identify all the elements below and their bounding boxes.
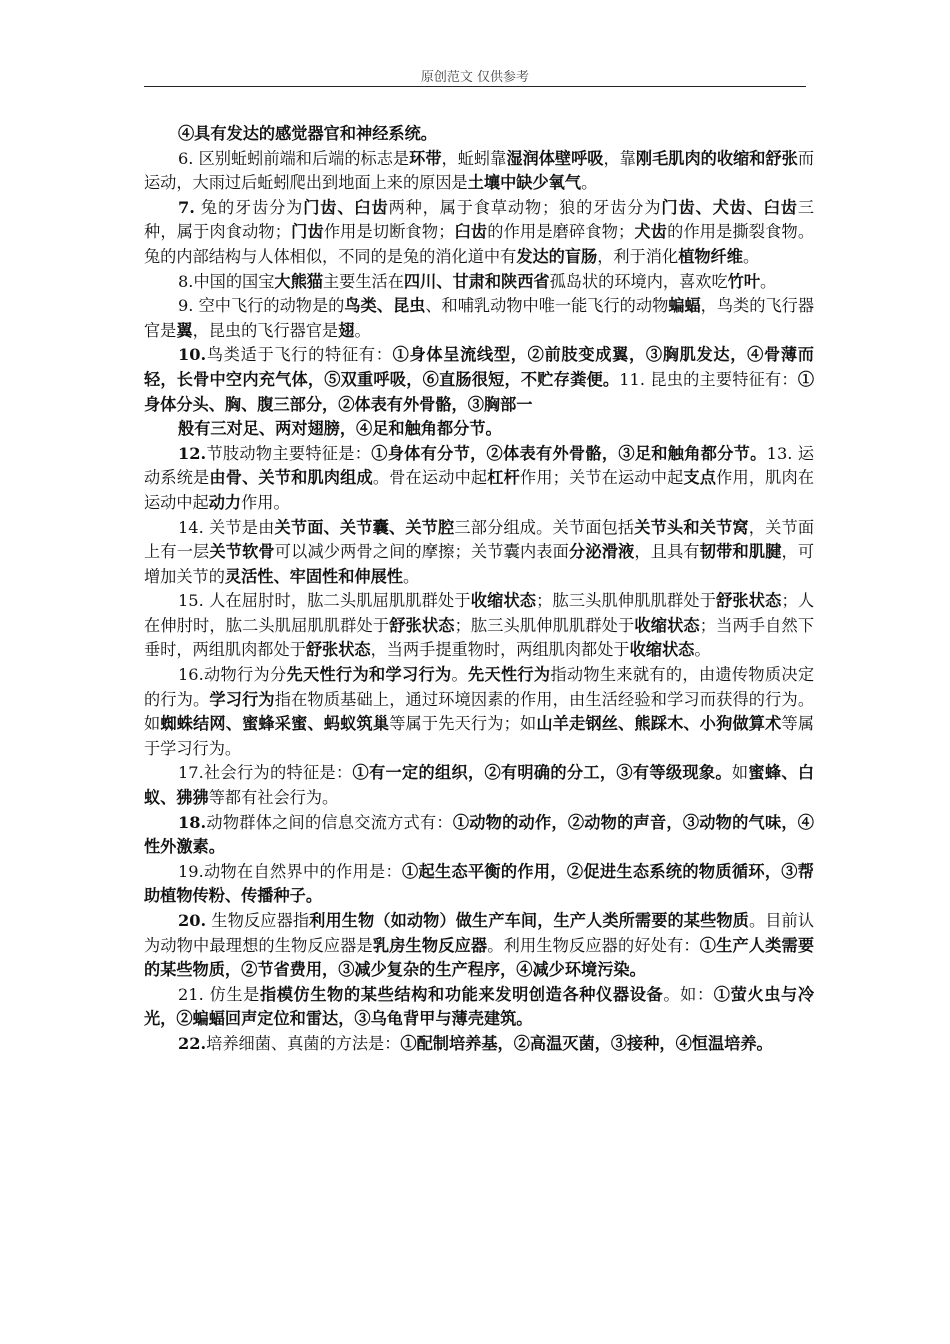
paragraph (144, 442, 814, 516)
bold-text-run: 乳房生物反应器 (372, 935, 488, 955)
bold-text-run: 四川、甘肃和陕西省 (403, 271, 550, 291)
text-run: 节肢动物主要特征是： (206, 443, 372, 463)
paragraph (144, 983, 814, 1032)
header-rule (144, 86, 806, 87)
text-run: 9. 空中飞行的动物是的 (178, 296, 345, 316)
bold-text-run: ①配制培养基，②高温灭菌，③接种，④恒温培养。 (400, 1033, 773, 1053)
bold-text-run: 湿润体壁呼吸 (506, 148, 604, 168)
paragraph (144, 343, 814, 417)
text-run: ，且具有 (634, 542, 700, 562)
paragraph (144, 417, 814, 442)
text-run: 11. 昆虫的主要特征有： (619, 369, 798, 389)
bold-text-run: 植物纤维 (678, 246, 743, 266)
text-run: 的作用是磨碎食物； (487, 222, 635, 242)
text-run: 兔的牙齿分为 (194, 197, 304, 217)
text-run: 。 (451, 665, 468, 685)
text-run: ；人在伸肘时，肱二头肌屈肌肌群处于 (144, 591, 815, 635)
text-run: 13. 运动系统是 (144, 443, 815, 488)
bold-text-run: 鸟类、昆虫 (344, 296, 426, 316)
bold-text-run: ①有一定的组织，②有明确的分工，③有等级现象。 (352, 763, 732, 783)
text-run: 作用；关节在运动中起 (519, 468, 684, 488)
text-run: 19.动物在自然界中的作用是： (178, 861, 402, 881)
bold-text-run: 门齿、臼齿 (303, 197, 389, 217)
text-run: ；当两手自然下垂时，两组肌肉都处于 (144, 615, 815, 660)
paragraph (144, 122, 814, 147)
text-run: 8.中国的国宝 (178, 271, 275, 291)
text-run: 作用是切断食物； (323, 222, 455, 242)
text-run: 、和哺乳动物中唯一能飞行的动物 (425, 296, 669, 316)
bold-text-run: ①身体呈流线型，②前肢变成翼，③胸肌发达，④骨薄而轻，长骨中空内充气体，⑤双重呼吸，⑥直肠很短，不贮存粪便。 (144, 345, 814, 389)
paragraph (144, 294, 814, 343)
bold-text-run: 蜘蛛结网、蜜蜂采蜜、蚂蚁筑巢 (160, 714, 390, 734)
bold-text-run: 指模仿生物的某些结构和功能来发明创造各种仪器设备 (259, 984, 664, 1004)
paragraph (144, 761, 814, 810)
text-run: 孤岛状的环境内，喜欢吃 (549, 271, 728, 291)
bold-text-run: 山羊走钢丝、熊踩木、小狗做算术 (536, 714, 782, 734)
bold-text-run: 犬齿 (634, 222, 668, 242)
bold-text-run: 7. (178, 197, 195, 217)
paragraph (144, 270, 814, 295)
document-body (144, 122, 814, 1057)
page-header: 原创范文 仅供参考 (420, 70, 530, 85)
text-run: ，靠 (603, 148, 636, 168)
text-run: ，当两手提重物时，两组肌肉都处于 (370, 640, 630, 660)
text-run: ，鸟类的飞行器官是 (144, 296, 815, 340)
bold-text-run: 先天性行为 (467, 665, 551, 685)
bold-text-run: 由骨、关节和肌肉组成 (209, 468, 373, 488)
text-run: 指在物质基础上，通过环境因素的作用，由生活经验和学习而获得的行为。如 (144, 689, 815, 734)
paragraph (144, 860, 814, 909)
text-run: 15. 人在屈肘时，肱二头肌屈肌肌群处于 (178, 591, 471, 611)
bold-text-run: 翅 (338, 320, 355, 340)
bold-text-run: 收缩状态 (629, 640, 695, 660)
bold-text-run: ①身体分头、胸、腹三部分，②体表有外骨骼，③胸部一 (144, 369, 814, 414)
bold-text-run: 门齿、犬齿、臼齿 (661, 197, 798, 217)
text-run: 。目前认为动物中最理想的生物反应器是 (144, 911, 815, 955)
bold-text-run: 蜜蜂、白蚁、狒狒 (144, 763, 815, 808)
text-run: 三部分组成。关节面包括 (454, 517, 635, 537)
text-run: 培养细菌、真菌的方法是： (206, 1033, 401, 1053)
text-run: 等都有社会行为。 (208, 788, 339, 808)
text-run: 可以减少两骨之间的摩擦；关节囊内表面 (274, 542, 569, 562)
text-run: ，昆虫的飞行器官是 (192, 320, 339, 340)
bold-text-run: 先天性行为和学习行为 (286, 665, 452, 685)
bold-text-run: 收缩状态 (634, 615, 700, 635)
text-run: 两种，属于食草动物；狼的牙齿分为 (388, 197, 662, 217)
paragraph (144, 196, 814, 270)
bold-text-run: 门齿 (290, 222, 324, 242)
bold-text-run: ①动物的动作，②动物的声音，③动物的气味，④性外激素。 (144, 812, 814, 857)
paragraph (144, 516, 814, 590)
bold-text-run: 舒张状态 (305, 640, 371, 660)
bold-text-run: 动力 (208, 492, 242, 512)
bold-text-run: 杠杆 (487, 468, 520, 488)
text-run: 。利用生物反应器的好处有： (487, 935, 700, 955)
bold-text-run: ①生产人类需要的某些物质，②节省费用，③减少复杂的生产程序，④减少环境污染。 (144, 935, 815, 980)
bold-text-run: 18. (178, 812, 207, 832)
text-run: 而运动，大雨过后蚯蚓爬出到地面上来的原因是 (144, 148, 815, 193)
text-run: ，蚯蚓靠 (441, 148, 507, 168)
text-run: 生物反应器指 (206, 911, 310, 930)
bold-text-run: 12. (178, 443, 207, 463)
text-run: ，可增加关节的 (144, 542, 815, 586)
bold-text-run: ①身体有分节，②体表有外骨骼，③足和触角都分节。 (371, 443, 767, 463)
bold-text-run: 收缩状态 (470, 591, 537, 611)
bold-text-run: 关节面、关节囊、关节腔 (274, 517, 455, 537)
paragraph (144, 589, 814, 663)
bold-text-run: 利用生物（如动物）做生产车间，生产人类所需要的某些物质 (309, 911, 749, 930)
bold-text-run: 灵活性、牢固性和伸展性 (224, 566, 403, 586)
bold-text-run: 蝙蝠 (668, 296, 701, 316)
text-run: 16.动物行为分 (178, 665, 287, 685)
text-run: 鸟类适于飞行的特征有： (206, 345, 393, 365)
text-run: 。 (581, 173, 598, 193)
paragraph (144, 147, 814, 196)
bold-text-run: 舒张状态 (716, 591, 782, 611)
text-run: 14. 关节是由 (178, 517, 275, 537)
text-run: 主要生活在 (322, 271, 404, 291)
text-run: 。骨在运动中起 (372, 468, 488, 488)
bold-text-run: ④具有发达的感觉器官和神经系统。 (178, 124, 437, 143)
text-run: 21. 仿生是 (178, 984, 260, 1004)
bold-text-run: 学习行为 (209, 689, 275, 709)
bold-text-run: 10. (178, 345, 207, 365)
text-run: 动物群体之间的信息交流方式有： (206, 812, 453, 832)
bold-text-run: 关节头和关节窝 (634, 517, 749, 537)
text-run: 。 (354, 320, 371, 340)
bold-text-run: 支点 (683, 468, 717, 488)
text-run: 的作用是撕裂食物。兔的内部结构与人体相似，不同的是兔的消化道中有 (144, 222, 815, 266)
bold-text-run: 环带 (409, 148, 442, 168)
text-run: ，关节面上有一层 (144, 517, 815, 562)
paragraph (144, 909, 814, 983)
bold-text-run: 大熊猫 (274, 271, 323, 291)
text-run: 。 (760, 271, 777, 291)
bold-text-run: 翼 (176, 320, 193, 340)
text-run: 三种，属于肉食动物； (144, 197, 815, 242)
bold-text-run: 22. (178, 1033, 207, 1053)
text-run: 作用。 (241, 492, 290, 512)
text-run: ，利于消化 (597, 246, 679, 266)
text-run: 。 (694, 640, 711, 660)
text-run: 。 (742, 246, 760, 266)
bold-text-run: 舒张状态 (389, 615, 455, 635)
paragraph (144, 1032, 814, 1057)
bold-text-run: ①萤火虫与冷光，②蝙蝠回声定位和雷达，③乌龟背甲与薄壳建筑。 (144, 984, 815, 1029)
text-run: 。如： (663, 984, 714, 1004)
text-run: 。 (403, 566, 420, 586)
bold-text-run: 20. (178, 911, 207, 930)
text-run: 6. 区别蚯蚓前端和后端的标志是 (178, 148, 410, 168)
text-run: ；肱三头肌伸肌肌群处于 (536, 591, 717, 611)
text-run: 指动物生来就有的，由遗传物质决定的行为。 (144, 665, 815, 709)
text-run: 如 (731, 763, 749, 783)
bold-text-run: 竹叶 (727, 271, 761, 291)
paragraph (144, 811, 814, 860)
text-run: 等属于学习行为。 (144, 714, 815, 758)
bold-text-run: 发达的盲肠 (516, 246, 598, 266)
bold-text-run: 般有三对足、两对翅膀，④足和触角都分节。 (178, 419, 502, 439)
bold-text-run: 刚毛肌肉的收缩和舒张 (635, 148, 798, 168)
text-run: 17.社会行为的特征是： (178, 763, 353, 783)
bold-text-run: 关节软骨 (209, 542, 275, 562)
text-run: 等属于先天行为；如 (389, 714, 537, 734)
text-run: ；肱三头肌伸肌肌群处于 (454, 615, 635, 635)
bold-text-run: 韧带和肌腱 (699, 542, 782, 562)
bold-text-run: 土壤中缺少氧气 (467, 173, 582, 193)
paragraph (144, 663, 814, 761)
bold-text-run: 臼齿 (454, 222, 488, 242)
bold-text-run: ①起生态平衡的作用，②促进生态系统的物质循环，③帮助植物传粉、传播种子。 (144, 861, 814, 906)
bold-text-run: 分泌滑液 (569, 542, 635, 562)
text-run: 作用，肌肉在运动中起 (144, 468, 815, 512)
